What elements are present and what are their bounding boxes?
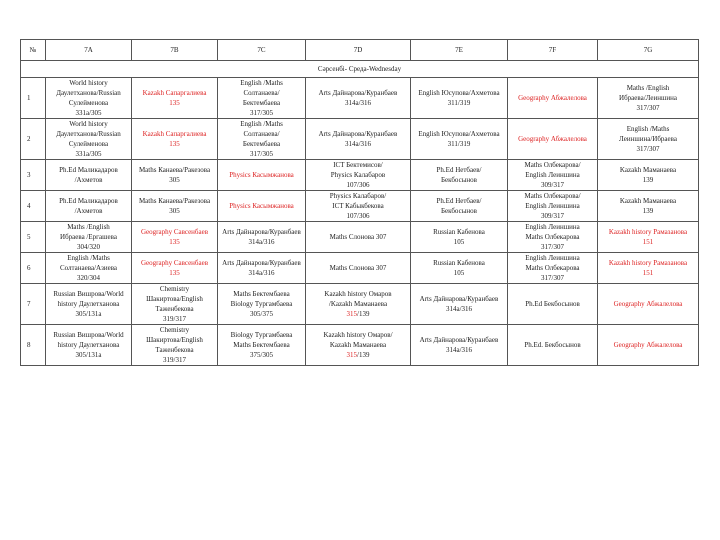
header-cell-class: 7E [411, 40, 508, 61]
lesson-cell: Kazakh Маманаева 139 [598, 191, 699, 222]
lesson-number: 8 [21, 325, 46, 366]
lesson-cell: Ph.Ed Маликадаров /Ахметов [46, 160, 132, 191]
lesson-cell: Russian Вишрова/World history Даулетханова 305/131а [46, 325, 132, 366]
lesson-cell: English /Maths Леиншина/Ибраева 317/307 [598, 119, 699, 160]
lesson-cell: Russian Кабенова 105 [411, 222, 508, 253]
lesson-cell: Geography Абжалелова [508, 119, 598, 160]
lesson-cell: Kazakh history Рамазанова 151 [598, 222, 699, 253]
lesson-cell: Physics Калабаров/ ICT Кабыкбекова 107/306 [306, 191, 411, 222]
header-cell-class: 7C [218, 40, 306, 61]
lesson-cell: Arts Дайнарова/Куранбаев 314а/316 [306, 78, 411, 119]
lesson-cell: English /Maths Солтанаева/ Бектембаева 317/305 [218, 78, 306, 119]
lesson-cell: Russian Кабенова 105 [411, 253, 508, 284]
lesson-cell: Maths Слонова 307 [306, 222, 411, 253]
lesson-cell: Ph.Ed Нетбаев/ Бекбосынов [411, 160, 508, 191]
lesson-cell: Kazakh Сапаргалиева 135 [132, 119, 218, 160]
lesson-cell: English /Maths Солтанаева/ Бектембаева 317/305 [218, 119, 306, 160]
header-cell-class: 7G [598, 40, 699, 61]
lesson-number: 4 [21, 191, 46, 222]
lesson-row [21, 222, 699, 253]
lesson-cell: Russian Вишрова/World history Даулетханова 305/131а [46, 284, 132, 325]
lesson-number: 2 [21, 119, 46, 160]
lesson-cell: English /Maths Солтанаева/Азиева 320/304 [46, 253, 132, 284]
lesson-cell: English Леиншина Maths Олбекарова 317/307 [508, 222, 598, 253]
lesson-cell: Geography Абжалелова [598, 325, 699, 366]
lesson-cell: English Юсупова/Ахметова 311/319 [411, 78, 508, 119]
lesson-cell: Maths Олбекарова/ English Леиншина 309/317 [508, 160, 598, 191]
lesson-cell: English Леиншина Maths Олбекарова 317/307 [508, 253, 598, 284]
lesson-row [21, 191, 699, 222]
lesson-cell: Maths Канаева/Ракезова 305 [132, 160, 218, 191]
lesson-number: 1 [21, 78, 46, 119]
lesson-cell: Physics Касымжанова [218, 160, 306, 191]
lesson-cell: Kazakh history Омаров/ Kazakh Маманаева 315/139 [306, 325, 411, 366]
lesson-row [21, 284, 699, 325]
lesson-number: 6 [21, 253, 46, 284]
room-number: 315 [346, 351, 358, 359]
lesson-cell: World history Даулетханова/Russian Сулейменова 331а/305 [46, 119, 132, 160]
lesson-cell: Arts Дайнарова/Куранбаев 314а/316 [306, 119, 411, 160]
lesson-cell: Arts Дайнарова/Куранбаев 314а/316 [411, 284, 508, 325]
lesson-row [21, 78, 699, 119]
lesson-cell: Maths Бектембаева Biology Тургамбаева 305/375 [218, 284, 306, 325]
lesson-cell: Kazakh Маманаева 139 [598, 160, 699, 191]
lesson-number: 7 [21, 284, 46, 325]
header-cell-class: 7A [46, 40, 132, 61]
lesson-cell: Maths Слонова 307 [306, 253, 411, 284]
lesson-cell: Ph.Ed Бекбосынов [508, 284, 598, 325]
lesson-row [21, 253, 699, 284]
day-label: Сәрсенбі- Среда-Wednesday [21, 61, 699, 78]
day-row [21, 61, 699, 78]
lesson-cell: Kazakh history Рамазанова 151 [598, 253, 699, 284]
lesson-cell: Maths /English Ибраева /Ергашева 304/320 [46, 222, 132, 253]
header-cell-class: 7D [306, 40, 411, 61]
lesson-cell: Kazakh history Омаров /Kazakh Маманаева 315/139 [306, 284, 411, 325]
lesson-cell: Physics Касымжанова [218, 191, 306, 222]
lesson-cell: Maths Олбекарова/ English Леиншина 309/317 [508, 191, 598, 222]
lesson-cell: Geography Абжалелова [508, 78, 598, 119]
header-cell-number: № [21, 40, 46, 61]
lesson-number: 5 [21, 222, 46, 253]
lesson-cell: Ph.Ed. Бекбосынов [508, 325, 598, 366]
lesson-cell: Geography Савсенбаев 135 [132, 253, 218, 284]
lesson-cell: Ph.Ed Маликадаров /Ахметов [46, 191, 132, 222]
lesson-row [21, 325, 699, 366]
header-cell-class: 7B [132, 40, 218, 61]
lesson-cell: Maths /English Ибраева/Леиншина 317/307 [598, 78, 699, 119]
room-number: 315 [346, 310, 358, 318]
header-cell-class: 7F [508, 40, 598, 61]
lesson-cell: Arts Дайнарова/Куранбаев 314а/316 [218, 253, 306, 284]
lesson-cell: Arts Дайнарова/Куранбаев 314а/316 [411, 325, 508, 366]
lesson-cell: ICT Бектемисов/ Physics Калабаров 107/306 [306, 160, 411, 191]
lesson-cell: English Юсупова/Ахметова 311/319 [411, 119, 508, 160]
lesson-cell: Chemistry Шакиртова/English Таженбекова 319/317 [132, 284, 218, 325]
lesson-cell: Kazakh Сапаргалиева 135 [132, 78, 218, 119]
lesson-cell: Chemistry Шакиртова/English Таженбекова 319/317 [132, 325, 218, 366]
lesson-number: 3 [21, 160, 46, 191]
lesson-cell: Geography Савсенбаев 135 [132, 222, 218, 253]
lesson-cell: Arts Дайнарова/Куранбаев 314а/316 [218, 222, 306, 253]
lesson-cell: Geography Абжалелова [598, 284, 699, 325]
lesson-cell: Maths Канаева/Ракезова 305 [132, 191, 218, 222]
header-row [21, 40, 699, 61]
lesson-row [21, 119, 699, 160]
lesson-cell: World history Даулетханова/Russian Сулейменова 331а/305 [46, 78, 132, 119]
lesson-row [21, 160, 699, 191]
timetable [20, 39, 699, 366]
lesson-cell: Biology Тургамбаева Maths Бектембаева 375/305 [218, 325, 306, 366]
lesson-cell: Ph.Ed Нетбаев/ Бекбосынов [411, 191, 508, 222]
